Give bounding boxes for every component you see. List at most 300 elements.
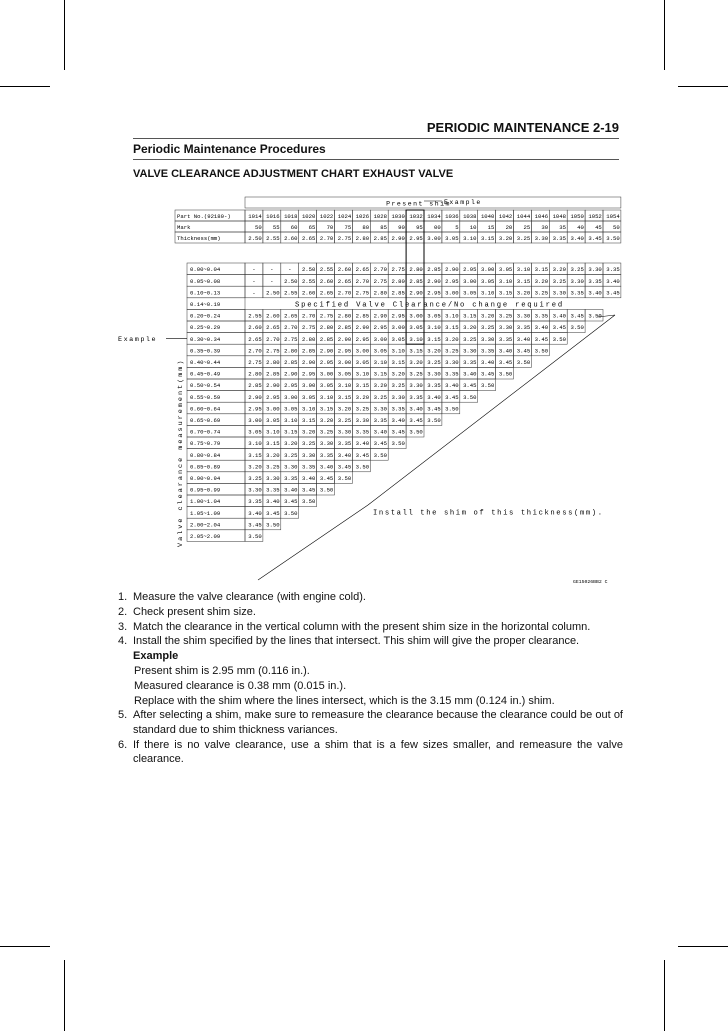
shim-value: 2.95 [266,393,280,401]
header-value: 1030 [391,213,405,220]
shim-value: 3.50 [337,475,352,482]
header-value: 80 [362,224,370,231]
range-label: 0.45~0.49 [190,370,221,378]
range-label: 0.30~0.34 [190,335,221,343]
example-heading: Example [133,650,179,662]
header-label: Part No.(92180-) [177,213,231,220]
header-value: 90 [398,224,405,231]
shim-value: 3.25 [373,393,387,401]
header-value: 1048 [552,213,566,220]
step-number: 2. [118,605,128,618]
shim-value: 3.10 [498,277,513,285]
shim-value: 3.40 [319,463,334,471]
step-number: 4. [118,635,128,648]
header-value: 5 [455,224,459,231]
shim-value: 3.40 [445,382,459,390]
example-top-label: Example [444,199,482,206]
shim-value: 3.25 [284,451,298,459]
shim-value: - [252,266,256,274]
header-value: 1020 [301,213,316,220]
crop-mark [0,946,50,947]
shim-value: 3.05 [355,359,370,366]
header-value: 65 [308,224,316,231]
shim-value: 3.35 [516,324,531,332]
shim-value: 3.45 [498,359,513,366]
shim-value: 3.35 [248,498,262,506]
shim-value: 3.05 [463,289,477,297]
shim-value: 3.10 [391,347,405,355]
shim-value: 3.00 [284,393,298,401]
header-value: 15 [487,224,495,231]
shim-value: 3.00 [301,382,316,390]
header-value: 1052 [588,213,602,220]
shim-value: 2.90 [373,312,387,320]
shim-value: 2.95 [248,405,262,413]
header-value: 3.50 [606,235,620,242]
shim-value: 3.50 [516,359,531,366]
shim-value: 3.50 [355,463,370,471]
shim-value: 3.25 [248,475,262,482]
shim-value: 3.35 [498,335,513,343]
shim-value: 2.90 [355,324,370,332]
range-label: 0.55~0.59 [190,393,221,401]
header-value: 2.85 [373,235,387,242]
range-label: 0.75~0.79 [190,440,221,448]
step-item [118,605,623,620]
vertical-axis-label: Valve clearance measurement(mm) [177,358,185,547]
header-value: 25 [523,224,531,231]
shim-value: 3.00 [463,277,477,285]
shim-value: 3.10 [248,440,262,448]
shim-value: 3.05 [266,417,280,424]
steps-list-b [118,708,623,767]
shim-value: 2.80 [319,324,334,332]
crop-mark [664,0,665,70]
shim-value: 3.50 [248,533,262,540]
crop-mark [64,960,65,1031]
shim-value: 2.75 [266,347,280,355]
shim-value: 3.25 [409,370,423,378]
shim-value: 2.80 [266,359,280,366]
header-value: 1018 [284,213,298,220]
header-value: 3.00 [427,235,441,242]
shim-value: 2.55 [248,312,262,320]
shim-value: 3.50 [588,312,602,320]
range-label: 0.85~0.89 [190,463,221,471]
shim-value: 2.80 [284,347,298,355]
shim-value: 3.05 [427,312,441,320]
shim-value: 3.00 [409,312,423,320]
shim-value: 3.45 [552,324,566,332]
example-line: Replace with the shim where the lines intersect, which is the 3.15 mm (0.124 in.) shim. [134,694,555,707]
header-value: 30 [541,224,549,231]
shim-value: 3.25 [319,428,334,436]
header-value: 2.50 [248,235,262,242]
shim-value: 3.35 [337,440,352,448]
shim-value: - [252,277,256,285]
shim-value: 2.95 [373,324,387,332]
shim-value: 3.35 [427,382,441,390]
header-value: 2.65 [301,235,316,242]
shim-value: 3.30 [570,277,584,285]
shim-value: 3.45 [570,312,584,320]
shim-value: 3.15 [427,335,441,343]
shim-value: 3.35 [409,393,423,401]
shim-value: 3.00 [355,347,370,355]
shim-value: 2.65 [266,324,280,332]
shim-value: 2.65 [319,289,334,297]
shim-value: 3.10 [516,266,531,274]
shim-value: 2.90 [409,289,423,297]
shim-value: 3.25 [427,359,441,366]
shim-value: 2.90 [445,266,459,274]
shim-value: 2.95 [427,289,441,297]
shim-value: 3.35 [355,428,370,436]
shim-value: 3.40 [266,498,280,506]
shim-value: 2.95 [319,359,334,366]
step-text: Install the shim specified by the lines that intersect. This shim will give the proper clearance. [133,635,580,648]
shim-value: - [270,266,274,274]
shim-value: 3.05 [248,428,262,436]
shim-value: 3.40 [516,335,531,343]
shim-value: 2.85 [391,289,405,297]
header-value: 1034 [427,213,441,220]
header-value: 3.05 [445,235,459,242]
example-line: Measured clearance is 0.38 mm (0.015 in.). [134,679,347,692]
range-label: 0.05~0.08 [190,277,221,285]
shim-value: 2.85 [355,312,370,320]
shim-value: 3.20 [248,463,262,471]
shim-value: 3.45 [409,417,423,424]
range-label: 1.05~1.09 [190,509,221,517]
shim-value: 3.10 [284,417,298,424]
shim-value: 2.80 [301,335,316,343]
shim-value: 3.35 [266,486,280,494]
shim-value: 3.45 [355,451,370,459]
shim-value: 3.05 [409,324,423,332]
header-value: 85 [380,224,387,231]
shim-value: 3.25 [552,277,566,285]
shim-value: 3.00 [445,289,459,297]
header-value: 70 [326,224,334,231]
shim-value: 3.00 [266,405,280,413]
crop-mark [0,86,50,87]
shim-value: 2.90 [337,335,352,343]
step-text: If there is no valve clearance, use a shim that is a few sizes smaller, and remeasure the valve clearance. [133,738,623,766]
shim-value: 3.35 [319,451,334,459]
shim-value: 3.50 [266,521,280,529]
shim-value: 2.85 [427,266,441,274]
shim-value: 3.50 [570,324,584,332]
shim-value: 2.65 [284,312,298,320]
shim-value: 3.30 [409,382,423,390]
shim-value: 3.20 [409,359,423,366]
header-value: 3.30 [534,235,549,242]
shim-value: 2.60 [319,277,334,285]
shim-value: 3.45 [480,370,495,378]
shim-value: - [252,289,256,297]
shim-value: 3.50 [498,370,513,378]
crop-mark [664,960,665,1031]
shim-value: 3.30 [463,347,477,355]
header-value: 50 [254,224,262,231]
shim-value: 3.45 [248,521,262,529]
shim-value: 3.50 [284,509,298,517]
shim-value: 2.75 [373,277,387,285]
header-value: 00 [433,224,441,231]
shim-value: 2.75 [391,266,405,274]
shim-value: 3.15 [284,428,298,436]
shim-value: 2.85 [409,277,423,285]
shim-value: 3.25 [337,417,352,424]
shim-value: 3.30 [355,417,370,424]
shim-value: 3.20 [534,277,549,285]
header-value: 3.40 [570,235,584,242]
shim-value: 2.95 [445,277,459,285]
shim-value: 2.90 [301,359,316,366]
shim-value: 3.40 [301,475,316,482]
step-item [118,590,623,605]
crop-mark [678,946,728,947]
shim-value: 3.20 [516,289,531,297]
header-value: 2.80 [355,235,370,242]
shim-value: 3.15 [445,324,459,332]
shim-value: 3.25 [266,463,280,471]
shim-value: 3.05 [498,266,513,274]
shim-value: 3.45 [445,393,459,401]
range-label: 0.20~0.24 [190,312,221,320]
shim-value: 3.10 [337,382,352,390]
shim-value: 3.35 [480,347,495,355]
shim-value: 3.50 [534,347,549,355]
header-value: 50 [612,224,620,231]
shim-value: 3.20 [373,382,387,390]
shim-value: 2.75 [248,359,262,366]
range-label: 0.25~0.29 [190,324,221,332]
crop-mark [678,86,728,87]
shim-value: 2.65 [248,335,262,343]
header-value: 1028 [373,213,387,220]
header-value: 2.70 [319,235,334,242]
shim-value: 2.75 [355,289,370,297]
shim-value: 3.40 [355,440,370,448]
header-value: 1050 [570,213,584,220]
shim-value: 3.50 [463,393,477,401]
shim-value: 3.45 [463,382,477,390]
range-label: 0.10~0.13 [190,289,221,297]
header-value: 1036 [445,213,459,220]
shim-value: 3.30 [373,405,387,413]
section-rule [133,159,619,160]
shim-value: 3.20 [355,393,370,401]
shim-value: 3.45 [391,428,405,436]
shim-value: 3.50 [427,417,441,424]
shim-value: 3.25 [355,405,370,413]
shim-value: 3.40 [552,312,566,320]
shim-value: 2.75 [319,312,334,320]
shim-value: 2.95 [284,382,298,390]
shim-value: 3.35 [445,370,459,378]
step-item [118,620,623,635]
shim-value: 2.60 [266,312,280,320]
shim-value: 3.05 [480,277,495,285]
step-text: Match the clearance in the vertical column with the present shim size in the horizontal column. [133,620,591,633]
shim-value: 3.30 [337,428,352,436]
shim-value: 3.30 [480,335,495,343]
shim-value: 3.30 [445,359,459,366]
shim-value: 3.40 [534,324,549,332]
shim-value: 3.45 [319,475,334,482]
header-value: 45 [595,224,602,231]
header-value: 1032 [409,213,423,220]
shim-value: 3.15 [248,451,262,459]
shim-value: 3.30 [391,393,405,401]
shim-value: 3.15 [301,417,316,424]
step-text: Check present shim size. [133,605,256,618]
shim-value: 2.80 [337,312,352,320]
shim-value: 3.05 [284,405,298,413]
crop-mark [64,0,65,70]
install-label: Install the shim of this thickness(mm). [373,509,604,518]
step-number: 1. [118,591,128,603]
install-leader-line [368,312,615,505]
range-label: 2.00~2.04 [190,521,221,529]
range-label: 0.14~0.19 [190,301,221,308]
shim-value: 2.50 [301,266,316,274]
shim-value: 3.15 [516,277,531,285]
range-label: 0.90~0.94 [190,475,221,482]
range-label: 0.50~0.54 [190,382,221,390]
shim-value: 3.10 [266,428,280,436]
example-lines [134,664,555,708]
shim-value: 3.35 [284,475,298,482]
shim-value: 2.80 [248,370,262,378]
shim-value: 3.35 [373,417,387,424]
shim-value: 2.95 [391,312,405,320]
shim-value: 2.55 [319,266,334,274]
valve-clearance-chart [118,195,623,585]
range-label: 2.05~2.09 [190,533,221,540]
shim-value: 3.05 [337,370,352,378]
header-value: 3.10 [463,235,477,242]
shim-value: 3.45 [301,486,316,494]
range-label: 0.65~0.69 [190,417,221,424]
shim-value: 3.35 [588,277,602,285]
header-value: 60 [290,224,298,231]
shim-value: 3.25 [463,335,477,343]
shim-value: 2.60 [337,266,352,274]
shim-value: 2.70 [284,324,298,332]
shim-value: 3.00 [373,335,387,343]
shim-value: 2.50 [284,277,298,285]
shim-value: 3.40 [373,428,387,436]
shim-value: 2.75 [301,324,316,332]
shim-value: 2.85 [337,324,352,332]
shim-value: 3.40 [463,370,477,378]
shim-value: 2.70 [266,335,280,343]
shim-value: 3.30 [516,312,531,320]
step-text: Measure the valve clearance (with engine cold). [133,591,366,603]
header-value: 3.20 [498,235,513,242]
shim-value: 3.05 [373,347,387,355]
shim-value: 3.15 [337,393,352,401]
shim-value: 3.50 [409,428,423,436]
shim-value: 3.25 [570,266,584,274]
range-label: 0.00~0.04 [190,266,221,274]
shim-value: 3.40 [606,277,620,285]
shim-value: 2.85 [319,335,334,343]
chart-title: VALVE CLEARANCE ADJUSTMENT CHART EXHAUST VALVE [133,168,454,180]
header-rule [133,138,619,139]
header-value: 1014 [248,213,262,220]
shim-value: 3.00 [391,324,405,332]
shim-value: 3.25 [480,324,495,332]
shim-value: - [270,277,274,285]
shim-value: 2.65 [337,277,352,285]
header-value: 55 [272,224,280,231]
shim-value: 3.45 [337,463,352,471]
shim-value: 3.10 [480,289,495,297]
header-value: 1040 [480,213,495,220]
step-item [118,738,623,768]
shim-value: 3.20 [284,440,298,448]
step-item [118,634,623,649]
shim-value: 3.15 [463,312,477,320]
shim-value: 3.20 [463,324,477,332]
shim-value: 3.45 [606,289,620,297]
shim-value: 2.50 [266,289,280,297]
shim-value: 3.35 [606,266,620,274]
shim-value: 2.90 [266,382,280,390]
shim-value: 3.40 [284,486,298,494]
shim-value: 2.80 [373,289,387,297]
shim-value: 3.30 [552,289,566,297]
shim-value: 3.50 [373,451,387,459]
shim-value: 3.50 [552,335,566,343]
range-label: 0.80~0.84 [190,451,221,459]
shim-value: 3.25 [301,440,316,448]
step-number: 5. [118,709,128,721]
shim-value: 3.05 [301,393,316,401]
step-number: 3. [118,620,128,633]
shim-value: 3.50 [480,382,495,390]
header-value: 35 [559,224,566,231]
shim-value: 3.45 [427,405,441,413]
header-value: 40 [577,224,584,231]
header-value: 1054 [606,213,620,220]
shim-value: 3.10 [445,312,459,320]
shim-value: 3.20 [480,312,495,320]
shim-value: 3.20 [301,428,316,436]
shim-value: 3.15 [373,370,387,378]
header-value: 1016 [266,213,280,220]
shim-value: 3.40 [337,451,352,459]
shim-value: 3.40 [588,289,602,297]
header-value: 2.90 [391,235,405,242]
shim-value: 3.40 [248,509,262,517]
steps-list-a [118,590,623,649]
shim-value: 3.45 [266,509,280,517]
shim-value: 3.40 [480,359,495,366]
step-text: After selecting a shim, make sure to remeasure the clearance because the clearance could be out of standard due to shim thickness variances. [133,709,623,736]
shim-value: 3.50 [391,440,405,448]
shim-value: 2.65 [355,266,370,274]
shim-value: 3.20 [445,335,459,343]
present-shim-label: Present shim [386,200,451,208]
header-value: 3.35 [552,235,566,242]
shim-value: 3.35 [301,463,316,471]
shim-value: 3.25 [534,289,549,297]
